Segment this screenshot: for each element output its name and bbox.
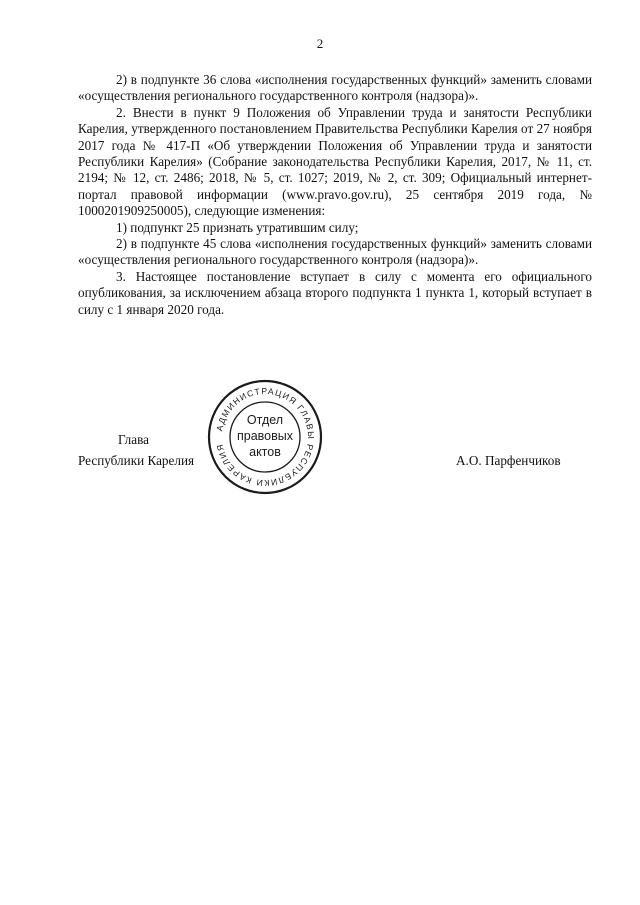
signatory-organization: Республики Карелия (78, 453, 195, 468)
stamp-ring-text: АДМИНИСТРАЦИЯ ГЛАВЫ РЕСПУБЛИКИ КАРЕЛИЯ (214, 385, 317, 489)
paragraph-subitem-25: 1) подпункт 25 признать утратившим силу; (116, 219, 359, 235)
stamp-line-1: Отдел (246, 413, 284, 427)
official-stamp (205, 377, 325, 497)
document-body (78, 72, 592, 318)
stamp-line-2: правовых (237, 429, 293, 443)
page-number: 2 (316, 36, 324, 51)
paragraph-amendment-45: 2) в подпункте 45 слова «исполнения государственных функций» заменить словами «осуществления регионального государственного контроля (надзора)». (78, 236, 592, 268)
paragraph-amendment-36: 2) в подпункте 36 слова «исполнения государственных функций» заменить словами «осуществления регионального государственного контроля (надзора)». (78, 72, 592, 104)
paragraph-item-3: 3. Настоящее постановление вступает в силу с момента его официального опубликования, за исключением абзаца второго подпункта 1 пункта 1, который вступает в силу с 1 января 2020 года. (78, 268, 592, 317)
signatory-name: А.О. Парфенчиков (456, 453, 561, 468)
paragraph-item-2: 2. Внести в пункт 9 Положения об Управлении труда и занятости Республики Карелия, утвержденного постановлением Правительства Республики Карелия от 27 ноября 2017 года № 417-П «Об утверждении Положения об Управлении труда и занятости Республики Карелия» (Собрание законодательства Республики Карелия, 2017, № 11, ст. 2194; № 12, ст. 2486; 2018, № 5, ст. 1027; 2019, № 2, ст. 309; Официальный интернет-портал правовой информации (www.pravo.gov.ru), 25 сентября 2019 года, № 1000201909250005), следующие изменения: (78, 104, 592, 219)
signatory-title: Глава (118, 432, 149, 447)
stamp-seal (205, 377, 325, 497)
stamp-line-3: актов (249, 445, 281, 459)
